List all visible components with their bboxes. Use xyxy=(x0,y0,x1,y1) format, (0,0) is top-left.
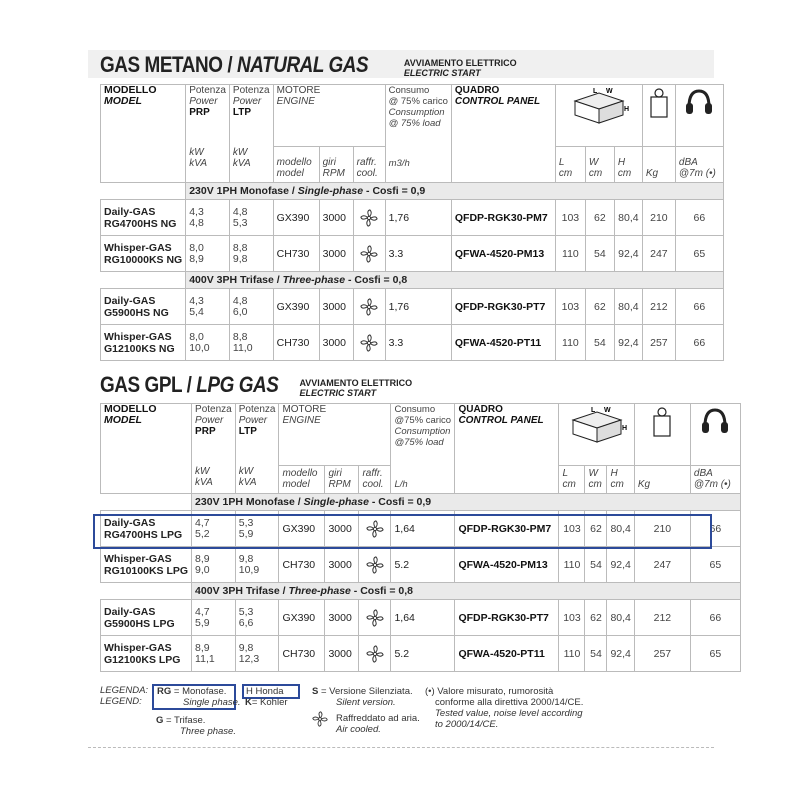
control-panel-code: QFWA-4520-PM13 xyxy=(451,236,555,272)
bottom-divider xyxy=(88,747,714,748)
weight-icon xyxy=(648,87,670,119)
fan-icon xyxy=(366,556,384,574)
box-dimensions-icon xyxy=(569,87,629,127)
weight-value: 247 xyxy=(642,236,675,272)
unit-cooling: raffr. cool. xyxy=(359,466,391,494)
engine-model: CH730 xyxy=(279,547,325,583)
prp-value: 8,9 11,1 xyxy=(192,636,236,672)
fan-icon xyxy=(360,245,378,263)
legend-g: G = Trifase. xyxy=(156,715,206,726)
legend-air-en: Air cooled. xyxy=(336,724,381,735)
length-value: 110 xyxy=(555,325,585,361)
fan-icon xyxy=(360,209,378,227)
dimensions-icon-cell xyxy=(559,404,634,466)
weight-value: 257 xyxy=(642,325,675,361)
engine-model: CH730 xyxy=(279,636,325,672)
weight-icon xyxy=(651,406,673,438)
noise-icon-cell xyxy=(690,404,740,466)
band-single-phase xyxy=(101,183,724,200)
legend-air-it: Raffreddato ad aria. xyxy=(336,713,420,724)
legend xyxy=(100,684,700,744)
table-row xyxy=(101,289,724,325)
control-panel-code: QFDP-RGK30-PT7 xyxy=(455,600,559,636)
rpm-value: 3000 xyxy=(325,600,359,636)
control-panel-code: QFDP-RGK30-PT7 xyxy=(451,289,555,325)
rpm-value: 3000 xyxy=(319,236,353,272)
unit-model: modello model xyxy=(273,147,319,183)
header-ltp: Potenza Power LTP kW kVA xyxy=(229,85,273,183)
prp-value: 4,7 5,2 xyxy=(192,511,236,547)
rpm-value: 3000 xyxy=(325,511,359,547)
weight-value: 212 xyxy=(634,600,690,636)
cooling-cell xyxy=(353,289,385,325)
noise-value: 65 xyxy=(690,636,740,672)
ltp-value: 4,8 6,0 xyxy=(229,289,273,325)
length-value: 110 xyxy=(559,636,585,672)
control-panel-code: QFWA-4520-PT11 xyxy=(455,636,559,672)
control-panel-code: QFDP-RGK30-PM7 xyxy=(451,200,555,236)
consumption-value: 1,64 xyxy=(391,600,455,636)
table-row xyxy=(101,636,741,672)
consumption-value: 1,76 xyxy=(385,200,451,236)
width-value: 62 xyxy=(585,511,607,547)
svg-text:W: W xyxy=(603,407,611,414)
width-value: 62 xyxy=(585,289,614,325)
legend-rg-en: Single phase. xyxy=(183,696,241,708)
prp-value: 8,0 10,0 xyxy=(186,325,230,361)
model-name: Whisper-GAS RG10100KS LPG xyxy=(101,547,192,583)
band-three-phase xyxy=(101,272,724,289)
header-control-panel: QUADRO CONTROL PANEL xyxy=(451,85,555,183)
weight-value: 210 xyxy=(634,511,690,547)
legend-h-key: H xyxy=(246,686,253,697)
section-title: GAS GPL / LPG GAS xyxy=(100,372,279,397)
ltp-value: 8,8 11,0 xyxy=(229,325,273,361)
consumption-value: 3.3 xyxy=(385,236,451,272)
noise-value: 66 xyxy=(675,325,723,361)
control-panel-code: QFDP-RGK30-PM7 xyxy=(455,511,559,547)
band-label: 230V 1PH Monofase / Single-phase - Cosfi = 0,9 xyxy=(192,494,741,511)
ltp-value: 8,8 9,8 xyxy=(229,236,273,272)
legend-note-1: (•) Valore misurato, rumorosità xyxy=(425,686,554,697)
fan-icon xyxy=(360,334,378,352)
legend-h-text: Honda xyxy=(252,686,284,697)
rpm-value: 3000 xyxy=(319,289,353,325)
header-model: MODELLO MODEL xyxy=(101,85,186,183)
ear-protection-icon xyxy=(700,406,730,436)
legend-g-en: Three phase. xyxy=(180,726,236,737)
width-value: 62 xyxy=(585,600,607,636)
length-value: 110 xyxy=(559,547,585,583)
unit-weight: Kg xyxy=(634,466,690,494)
rpm-value: 3000 xyxy=(319,200,353,236)
unit-height: H cm xyxy=(614,147,642,183)
legend-label-it: LEGENDA: xyxy=(100,685,149,696)
model-name: Daily-GAS RG4700HS NG xyxy=(101,200,186,236)
cooling-cell xyxy=(353,236,385,272)
cooling-cell xyxy=(359,636,391,672)
section-title-lpg-gas xyxy=(100,372,412,398)
svg-text:L: L xyxy=(592,88,598,95)
noise-value: 66 xyxy=(690,511,740,547)
height-value: 92,4 xyxy=(614,325,642,361)
model-name: Whisper-GAS RG10000KS NG xyxy=(101,236,186,272)
unit-length: L cm xyxy=(555,147,585,183)
control-panel-code: QFWA-4520-PM13 xyxy=(455,547,559,583)
band-label: 400V 3PH Trifase / Three-phase - Cosfi = 0,8 xyxy=(192,583,741,600)
height-value: 92,4 xyxy=(614,236,642,272)
engine-model: GX390 xyxy=(279,600,325,636)
table-row xyxy=(101,547,741,583)
band-three-phase xyxy=(101,583,741,600)
header-consumption: Consumo @75% carico Consumption @75% load L/h xyxy=(391,404,455,494)
noise-value: 65 xyxy=(675,236,723,272)
height-value: 80,4 xyxy=(607,600,634,636)
noise-icon-cell xyxy=(675,85,723,147)
section-title-natural-gas xyxy=(100,52,517,78)
header-control-panel: QUADRO CONTROL PANEL xyxy=(455,404,559,494)
dimensions-icon-cell xyxy=(555,85,642,147)
svg-text:L: L xyxy=(590,407,595,414)
engine-model: GX390 xyxy=(279,511,325,547)
legend-rg-box xyxy=(152,684,241,710)
unit-cooling: raffr. cool. xyxy=(353,147,385,183)
height-value: 92,4 xyxy=(607,636,634,672)
cooling-cell xyxy=(353,325,385,361)
header-consumption: Consumo @ 75% carico Consumption @ 75% load m3/h xyxy=(385,85,451,183)
unit-length: L cm xyxy=(559,466,585,494)
prp-value: 4,3 5,4 xyxy=(186,289,230,325)
unit-noise: dBA @7m (•) xyxy=(690,466,740,494)
unit-rpm: giri RPM xyxy=(325,466,359,494)
consumption-value: 1,76 xyxy=(385,289,451,325)
natural-gas-table xyxy=(100,84,724,361)
length-value: 103 xyxy=(555,289,585,325)
unit-weight: Kg xyxy=(642,147,675,183)
weight-icon-cell xyxy=(634,404,690,466)
start-type: AVVIAMENTO ELETTRICO ELECTRIC START xyxy=(403,58,517,78)
legend-s: S = Versione Silenziata. xyxy=(312,686,413,697)
width-value: 54 xyxy=(585,547,607,583)
prp-value: 8,9 9,0 xyxy=(192,547,236,583)
svg-text:W: W xyxy=(605,88,613,95)
prp-value: 4,3 4,8 xyxy=(186,200,230,236)
unit-rpm: giri RPM xyxy=(319,147,353,183)
box-dimensions-icon xyxy=(567,406,627,446)
model-name: Daily-GAS RG4700HS LPG xyxy=(101,511,192,547)
weight-value: 247 xyxy=(634,547,690,583)
table-row xyxy=(101,325,724,361)
engine-model: CH730 xyxy=(273,236,319,272)
legend-k: K= Kohler xyxy=(245,697,288,708)
consumption-value: 5.2 xyxy=(391,636,455,672)
rpm-value: 3000 xyxy=(319,325,353,361)
fan-icon xyxy=(312,711,328,727)
consumption-value: 3.3 xyxy=(385,325,451,361)
band-label: 400V 3PH Trifase / Three-phase - Cosfi = 0,8 xyxy=(186,272,724,289)
rpm-value: 3000 xyxy=(325,547,359,583)
band-label: 230V 1PH Monofase / Single-phase - Cosfi = 0,9 xyxy=(186,183,724,200)
height-value: 80,4 xyxy=(614,200,642,236)
model-name: Daily-GAS G5900HS LPG xyxy=(101,600,192,636)
rpm-value: 3000 xyxy=(325,636,359,672)
cooling-cell xyxy=(353,200,385,236)
prp-value: 8,0 8,9 xyxy=(186,236,230,272)
height-value: 80,4 xyxy=(607,511,634,547)
section-title: GAS METANO / NATURAL GAS xyxy=(100,52,369,77)
ltp-value: 9,8 10,9 xyxy=(235,547,279,583)
start-type: AVVIAMENTO ELETTRICO ELECTRIC START xyxy=(299,378,413,398)
legend-note-2: conforme alla direttiva 2000/14/CE. xyxy=(435,697,584,708)
width-value: 54 xyxy=(585,636,607,672)
row-highlight-box xyxy=(93,514,712,549)
header-model: MODELLO MODEL xyxy=(101,404,192,494)
header-engine: MOTORE ENGINE xyxy=(273,85,385,147)
noise-value: 66 xyxy=(675,289,723,325)
unit-height: H cm xyxy=(607,466,634,494)
header-ltp: Potenza Power LTP kW kVA xyxy=(235,404,279,494)
weight-value: 257 xyxy=(634,636,690,672)
engine-model: GX390 xyxy=(273,200,319,236)
model-name: Whisper-GAS G12100KS NG xyxy=(101,325,186,361)
legend-rg-it: = Monofase. xyxy=(171,686,227,697)
weight-value: 212 xyxy=(642,289,675,325)
weight-icon-cell xyxy=(642,85,675,147)
unit-model: modello model xyxy=(279,466,325,494)
header-prp: Potenza Power PRP kW kVA xyxy=(192,404,236,494)
noise-value: 66 xyxy=(690,600,740,636)
fan-icon xyxy=(366,609,384,627)
ltp-value: 5,3 6,6 xyxy=(235,600,279,636)
legend-label-en: LEGEND: xyxy=(100,696,142,707)
svg-text:H: H xyxy=(623,106,629,113)
ear-protection-icon xyxy=(684,87,714,117)
legend-note-4: to 2000/14/CE. xyxy=(435,719,499,730)
length-value: 103 xyxy=(559,600,585,636)
table-row xyxy=(101,236,724,272)
weight-value: 210 xyxy=(642,200,675,236)
header-engine: MOTORE ENGINE xyxy=(279,404,391,466)
model-name: Whisper-GAS G12100KS LPG xyxy=(101,636,192,672)
ltp-value: 4,8 5,3 xyxy=(229,200,273,236)
engine-model: CH730 xyxy=(273,325,319,361)
length-value: 110 xyxy=(555,236,585,272)
cooling-cell xyxy=(359,600,391,636)
legend-s-en: Silent version. xyxy=(336,697,396,708)
length-value: 103 xyxy=(559,511,585,547)
width-value: 62 xyxy=(585,200,614,236)
band-single-phase xyxy=(101,494,741,511)
legend-note-3: Tested value, noise level according xyxy=(435,708,583,719)
control-panel-code: QFWA-4520-PT11 xyxy=(451,325,555,361)
consumption-value: 5.2 xyxy=(391,547,455,583)
unit-width: W cm xyxy=(585,147,614,183)
height-value: 80,4 xyxy=(614,289,642,325)
prp-value: 4,7 5,9 xyxy=(192,600,236,636)
fan-icon xyxy=(366,645,384,663)
ltp-value: 9,8 12,3 xyxy=(235,636,279,672)
table-row xyxy=(101,600,741,636)
header-prp: Potenza Power PRP kW kVA xyxy=(186,85,230,183)
table-row xyxy=(101,200,724,236)
noise-value: 66 xyxy=(675,200,723,236)
svg-text:H: H xyxy=(621,425,627,432)
width-value: 54 xyxy=(585,236,614,272)
model-name: Daily-GAS G5900HS NG xyxy=(101,289,186,325)
width-value: 54 xyxy=(585,325,614,361)
unit-width: W cm xyxy=(585,466,607,494)
consumption-value: 1,64 xyxy=(391,511,455,547)
cooling-cell xyxy=(359,547,391,583)
unit-noise: dBA @7m (•) xyxy=(675,147,723,183)
noise-value: 65 xyxy=(690,547,740,583)
length-value: 103 xyxy=(555,200,585,236)
fan-icon xyxy=(360,298,378,316)
legend-rg-key: RG xyxy=(157,686,172,697)
ltp-value: 5,3 5,9 xyxy=(235,511,279,547)
height-value: 92,4 xyxy=(607,547,634,583)
engine-model: GX390 xyxy=(273,289,319,325)
